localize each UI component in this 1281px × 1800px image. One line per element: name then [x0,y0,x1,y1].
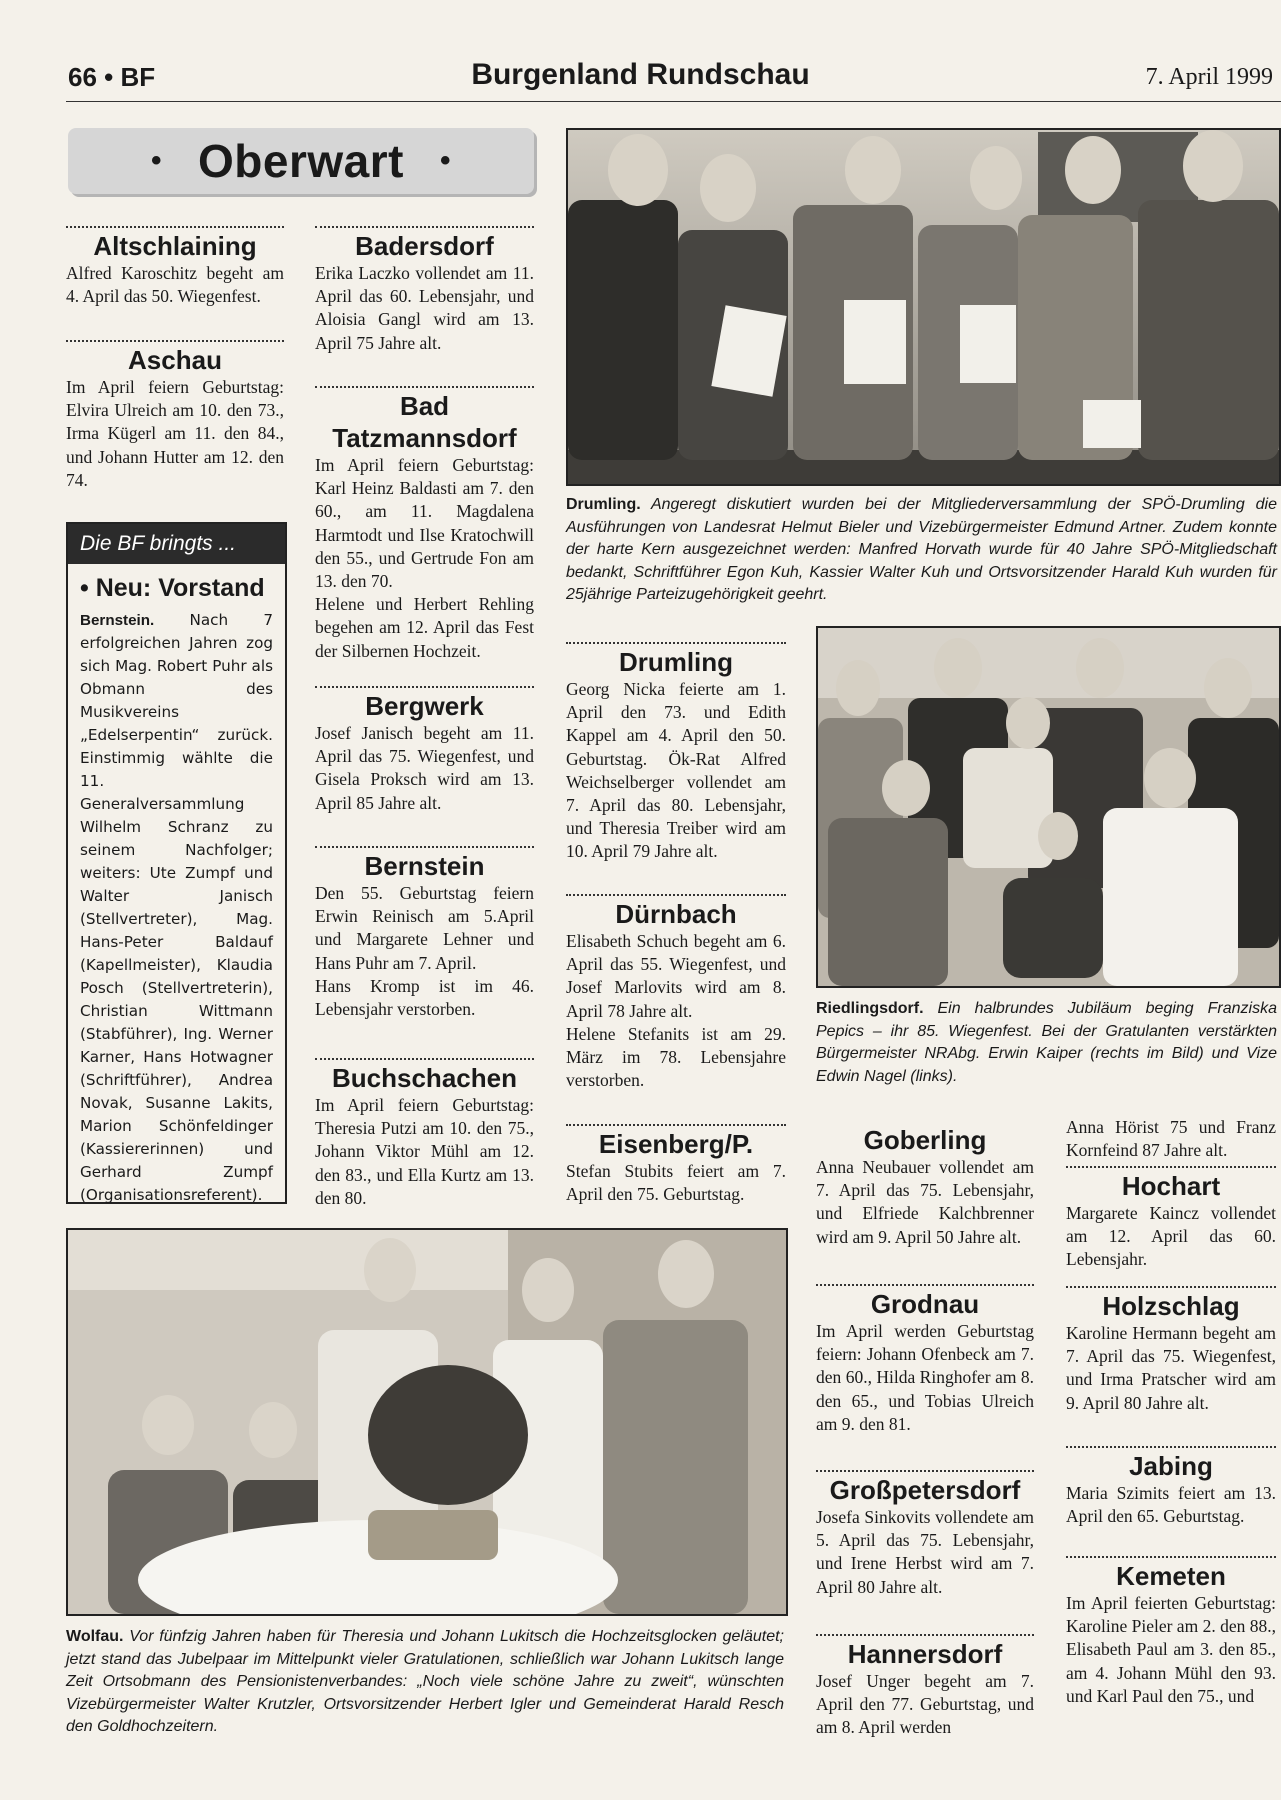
news-item-aschau [66,340,284,492]
dotted-divider [315,226,534,228]
info-box-title: • Neu: Vorstand [80,574,265,602]
section-title: Oberwart [198,135,404,187]
dotted-divider [1066,1286,1276,1288]
news-item-holzschlag [1066,1286,1276,1415]
item-place: Bad Tatzmannsdorf [332,391,517,453]
item-text-2: Helene Stefanits ist am 29. März im 78. Lebensjahre verstorben. [566,1023,786,1091]
dotted-divider [66,226,284,228]
dotted-divider [816,1634,1034,1636]
caption-drumling [566,494,1277,607]
caption-text: Angeregt diskutiert wurden bei der Mitgliederversammlung der SPÖ-Drumling die Ausführungen von Landesrat Helmut Bieler und Vizebürgermeister Edmund Artner. Zudem konnte der harte Kern ausgezeichnet werden: Manfred Horvath wurde für 40 Jahre SPÖ-Mitgliedschaft bedankt, Schriftführer Egon Kuh, Kassier Walter Kuh und Ortsvorsitzender Harald Kuh wurden für 25jährige Parteizugehörigkeit geehrt. [566,496,1277,603]
photo-drumling [566,128,1281,486]
news-item-bad-tatzmannsdorf [315,386,534,663]
item-text: Josefa Sinkovits vollendete am 5. April das 75. Lebensjahr, und Irene Herbst wird am 7. April 80 Jahre alt. [816,1507,1034,1597]
news-item-eisenberg [566,1124,786,1206]
news-item-duernbach [566,894,786,1092]
item-text: Im April feiern Geburtstag: Karl Heinz Baldasti am 7. den 60., am 11. Magdalena Harmtodt und Ilse Kratochwill den 55., und Gertrude Fon am 13. den 70. [315,455,534,592]
item-text: Anna Hörist 75 und Franz Kornfeind 87 Jahre alt. [1066,1117,1276,1161]
newspaper-title: Burgenland Rundschau [471,58,810,91]
item-place: Hannersdorf [847,1639,1003,1669]
item-text-2: Helene und Herbert Rehling begehen am 12. April das Fest der Silbernen Hochzeit. [315,594,534,661]
news-item-badersdorf [315,226,534,355]
item-place: Dürnbach [615,899,737,929]
item-text: Im April feierten Geburtstag: Karoline Pieler am 2. den 88., Elisabeth Paul am 3. den 85., am 4. Johann Mühl den 93. und Karl Paul den 75., und [1066,1593,1276,1706]
news-item-drumling [566,642,786,864]
issue-date: 7. April 1999 [1145,64,1273,90]
news-item-kemeten [1066,1556,1276,1708]
item-text: Erika Laczko vollendet am 11. April das 60. Lebensjahr, und Aloisia Gangl wird am 13. April 75 Jahre alt. [315,263,534,353]
header-rule [66,101,1281,102]
item-text: Stefan Stubits feiert am 7. April den 75. Geburtstag. [566,1161,786,1205]
item-text: Im April feiern Geburtstag: Elvira Ulreich am 10. den 73., Irma Kügerl am 11. den 84., und Johann Hutter am 12. den 74. [66,377,284,490]
dotted-divider [1066,1166,1276,1168]
item-place: Buchschachen [332,1063,517,1093]
dotted-divider [315,686,534,688]
news-item-grodnau [816,1284,1034,1436]
item-place: Grodnau [870,1289,980,1319]
item-text-2: Hans Kromp ist im 46. Lebensjahr verstorben. [315,975,534,1020]
item-place: Eisenberg/P. [598,1129,754,1159]
photo-riedlingsdorf [816,626,1281,988]
item-place: Großpetersdorf [829,1475,1021,1505]
item-place: Jabing [1129,1451,1213,1481]
news-item-altschlaining [66,226,284,308]
item-text: Maria Szimits feiert am 13. April den 65. Geburtstag. [1066,1483,1276,1527]
caption-text: Ein halbrundes Jubiläum beging Franziska Pepics – ihr 85. Wiegenfest. Bei der Gratulanten verstärkten Bürgermeister NRAbg. Erwin Kaiper (rechts im Bild) und Vize Edwin Nagel (links). [816,1000,1277,1085]
banner-bullet-right: • [439,144,451,177]
jubilee-photo-image [818,628,1279,986]
item-text: Alfred Karoschitz begeht am 4. April das 50. Wiegenfest. [66,263,284,307]
caption-place: Wolfau. [66,1628,124,1645]
caption-wolfau [66,1626,784,1739]
item-text: Margarete Kaincz vollendet am 12. April das 60. Lebensjahr. [1066,1203,1276,1270]
item-place: Bernstein [364,851,485,881]
caption-place: Riedlingsdorf. [816,1000,924,1017]
item-text: Den 55. Geburtstag feiern Erwin Reinisch am 5.April und Margarete Lehner und Hans Puhr am 7. April. [315,883,534,973]
news-item-hochart [1066,1166,1276,1272]
news-item-hannersdorf [816,1634,1034,1740]
dotted-divider [1066,1446,1276,1448]
news-item-buchschachen [315,1058,534,1210]
dotted-divider [315,846,534,848]
page-number: 66 • BF [68,62,156,92]
banner-bullet-left: • [151,144,163,177]
item-text: Anna Neubauer vollendet am 7. April das 75. Lebensjahr, und Elfriede Kalchbrenner wird am 9. April 50 Jahre alt. [816,1157,1034,1247]
item-place: Aschau [128,345,222,375]
item-text: Elisabeth Schuch begeht am 6. April das 55. Wiegenfest, und Josef Marlovits wird am 8. April 78 Jahre alt. [566,931,786,1021]
item-text: Im April werden Geburtstag feiern: Johann Ofenbeck am 7. den 60., Hilda Ringhofer am 8. den 65., und Tobias Ulreich am 9. den 81. [816,1321,1034,1434]
dotted-divider [566,894,786,896]
dotted-divider [315,1058,534,1060]
item-place: Bergwerk [365,691,484,721]
item-place: Holzschlag [1102,1291,1240,1321]
info-box [66,522,287,1204]
info-box-body: Nach 7 erfolgreichen Jahren zog sich Mag. Robert Puhr als Obmann des Musikvereins „Edelserpentin“ zurück. Einstimmig wählte die 11. Generalversammlung Wilhelm Schranz zu seinem Nachfolger; weiters: Ute Zumpf und Walter Janisch (Stellvertreter), Mag. Hans-Peter Baldauf (Kapellmeister), Klaudia Posch (Stellvertreterin), Christian Wittmann (Stabführer), Ing. Werner Karner, Hans Hotwagner (Schriftführer), Andrea Novak, Susanne Lakits, Marion Schönfeldinger (Kassiererinnen) und Gerhard Zumpf (Organisationsreferent). [80,611,273,1204]
info-box-label: Die BF bringts ... [68,524,285,564]
item-text: Josef Unger begeht am 7. April den 77. Geburtstag, und am 8. April werden [816,1671,1034,1738]
item-place: Kemeten [1116,1561,1226,1591]
news-item-grosspetersdorf [816,1470,1034,1599]
dotted-divider [816,1470,1034,1472]
caption-text: Vor fünfzig Jahren haben für Theresia und Johann Lukitsch die Hochzeitsglocken geläutet; jetzt stand das Jubelpaar im Mittelpunkt vieler Gratulationen, schließlich war Johann Lukitsch lange Zeit Ortsobmann des Pensionistenverbandes: „Noch viele schöne Jahre zu zweit“, wünschten Vizebürgermeister Walter Krutzler, Ortsvorsitzender Herbert Igler und Gemeinderat Harald Resch den Goldhochzeitern. [66,1628,784,1735]
item-text: Josef Janisch begeht am 11. April das 75. Wiegenfest, und Gisela Proksch wird am 13. April 85 Jahre alt. [315,723,534,813]
dotted-divider [1066,1556,1276,1558]
info-box-text [80,609,273,1207]
item-place: Goberling [863,1125,987,1155]
section-banner [68,128,534,194]
item-text: Im April feiern Geburtstag: Theresia Putzi am 10. den 75., Johann Viktor Mühl am 12. den 83., und Ella Kurtz am 13. den 80. [315,1095,534,1208]
item-text: Georg Nicka feierte am 1. April den 73. und Edith Kappel am 4. April den 50. Geburtstag. Ök-Rat Alfred Weichselberger vollendet am 7. April das 80. Lebensjahr, und Theresia Treiber wird am 10. April 79 Jahre alt. [566,679,786,862]
item-place: Drumling [618,647,734,677]
news-item-continued [1066,1116,1276,1162]
caption-place: Drumling. [566,496,641,513]
dotted-divider [566,1124,786,1126]
news-item-goberling [816,1124,1034,1249]
anniversary-photo-image [68,1230,786,1614]
dotted-divider [566,642,786,644]
news-item-bernstein [315,846,534,1021]
dotted-divider [66,340,284,342]
item-place: Altschlaining [93,231,257,261]
news-item-bergwerk [315,686,534,815]
news-item-jabing [1066,1446,1276,1528]
dotted-divider [315,386,534,388]
group-photo-image [568,130,1279,484]
photo-wolfau [66,1228,788,1616]
dotted-divider [816,1284,1034,1286]
item-place: Hochart [1121,1171,1221,1201]
item-text: Karoline Hermann begeht am 7. April das 75. Wiegenfest, und Irma Pratscher wird am 9. April 80 Jahre alt. [1066,1323,1276,1413]
caption-riedlingsdorf [816,998,1277,1088]
item-place: Badersdorf [355,231,494,261]
info-box-place: Bernstein. [80,612,155,629]
